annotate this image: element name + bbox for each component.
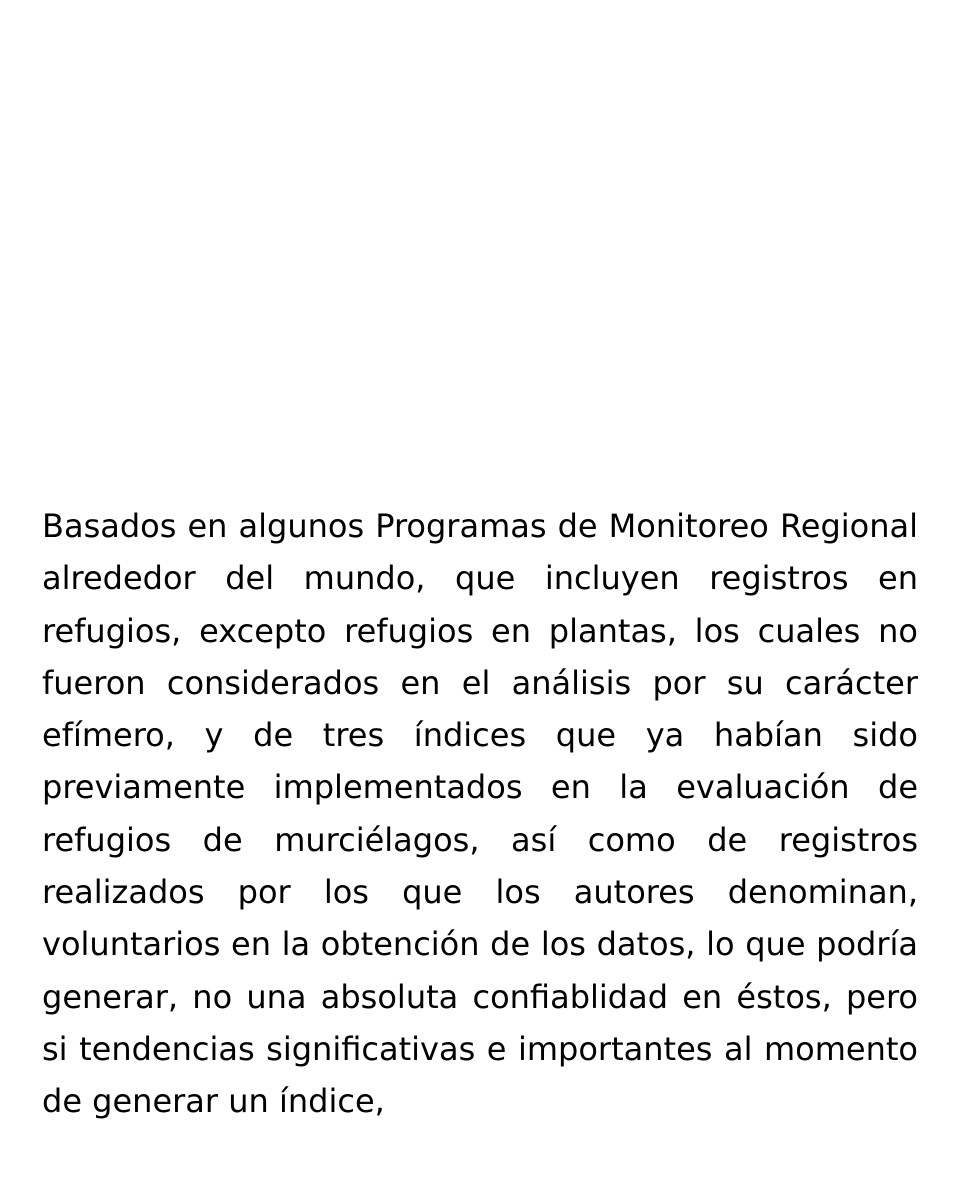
body-paragraph: Basados en algunos Programas de Monitoreo Regional alrededor del mundo, que incluyen registros en refugios, excepto refugios en plantas, los cuales no fueron considerados en el análisis por su carácter efímero, y de tres índices que ya habían sido previamente implementados en la evaluación de refugios de murciélagos, así como de registros realizados por los que los autores denominan, voluntarios en la obtención de los datos, lo que podría generar, no una absoluta confiablidad en éstos, pero si tendencias significativas e importantes al momento de generar un índice, bbox=[42, 507, 918, 1121]
